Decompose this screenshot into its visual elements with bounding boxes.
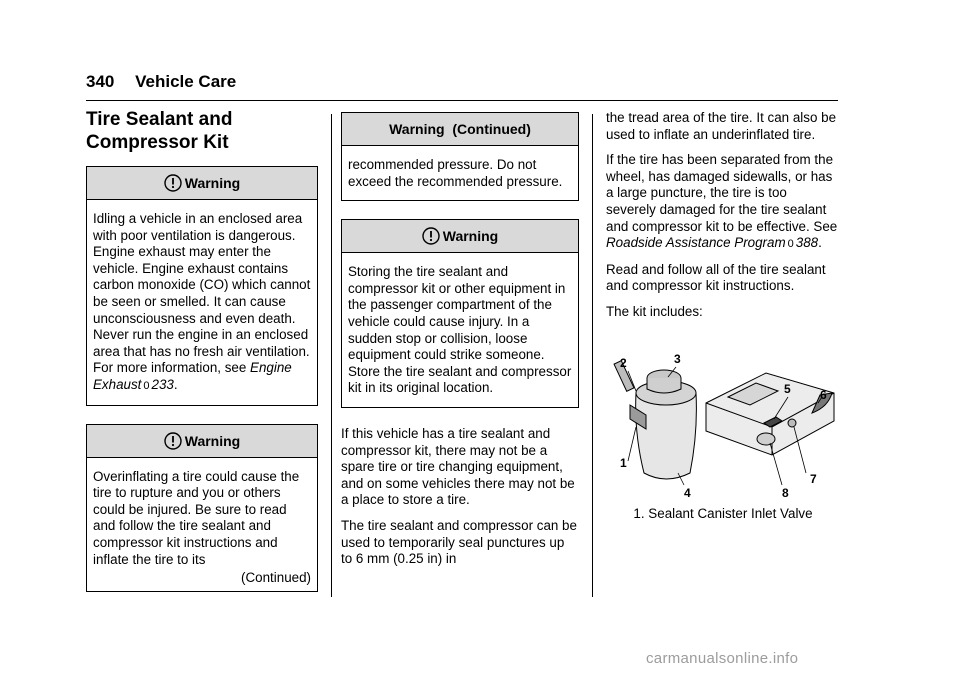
warning-box-storage [341, 219, 579, 408]
warning-header: Warning (Continued) [342, 113, 578, 146]
warning-box-continued [341, 112, 579, 201]
callout-4: 4 [684, 485, 691, 498]
callout-6: 6 [820, 387, 827, 402]
section-title: Vehicle Care [135, 72, 237, 91]
warning-body [342, 146, 578, 200]
callout-7: 7 [810, 471, 817, 486]
paragraph: If this vehicle has a tire sealant and compressor kit, there may not be a spare tire or tire changing equipment, and on some vehicles there may not be a place to store a tire. [341, 425, 575, 508]
figure-caption: 1. Sealant Canister Inlet Valve [633, 505, 813, 521]
page-ref[interactable]: 233 [151, 376, 174, 392]
continued-label: (Continued) [241, 570, 311, 586]
warning-title: Warning [184, 175, 241, 191]
warning-body [87, 458, 317, 591]
paragraph: The tire sealant and compressor can be used to temporarily seal punctures up to 6 mm (0.25 in) in [341, 517, 577, 567]
paragraph [606, 152, 840, 253]
warning-title: Warning [442, 228, 499, 245]
warning-box-overinflate [86, 424, 318, 592]
warning-box-exhaust [86, 166, 318, 406]
warning-text: Storing the tire sealant and compressor kit or other equipment in the passenger compartment of the vehicle could cause injury. In a sudden stop or collision, loose equipment could strike someone. Store the tire sealant and compressor kit in its original location. [348, 264, 572, 396]
page-ref-arrow: 0 [787, 238, 794, 251]
section-heading: Tire Sealant and Compressor Kit [86, 109, 233, 153]
paragraph: Read and follow all of the tire sealant and compressor kit instructions. [606, 261, 826, 294]
page-number: 340 [86, 72, 115, 91]
watermark: carmanualsonline.info [646, 650, 799, 667]
column-divider-2 [592, 114, 593, 597]
callout-2: 2 [620, 355, 627, 370]
kit-drawing [606, 333, 840, 498]
paragraph: The kit includes: [606, 303, 703, 319]
warning-icon [164, 174, 182, 192]
column-divider-1 [331, 114, 332, 597]
warning-title: Warning [184, 432, 241, 449]
kit-illustration [606, 333, 840, 498]
warning-icon [422, 227, 440, 245]
warning-text: Idling a vehicle in an enclosed area with poor ventilation is dangerous. Engine exhaust may enter the vehicle. Engine exhaust contains carbon monoxide (CO) which cannot be seen or smelled. It can cause unconsciousness and even death. Never run the engine in an enclosed area that has no fresh air ventilation. For more information, see [93, 211, 311, 376]
page-ref[interactable]: 388 [795, 235, 819, 251]
warning-text: Overinflating a tire could cause the tire to rupture and you or others could be injured. Be sure to read and follow the tire sealant and compressor kit instructions and inflate the tire to its [93, 468, 300, 567]
roadside-assistance-link[interactable]: Roadside Assistance Program [606, 235, 786, 251]
warning-icon [164, 432, 182, 450]
warning-header [87, 167, 317, 200]
header-rule [86, 100, 838, 101]
column-1 [86, 108, 318, 610]
compressor-box [706, 373, 834, 455]
warning-body [342, 253, 578, 407]
engine-exhaust-link[interactable]: Engine Exhaust [93, 360, 292, 392]
callout-3: 3 [674, 351, 681, 366]
callout-5: 5 [784, 381, 791, 396]
callout-8: 8 [782, 485, 789, 498]
warning-header [87, 425, 317, 458]
callout-1: 1 [620, 455, 627, 470]
column-2 [341, 112, 579, 577]
period: . [818, 235, 822, 251]
paragraph: the tread area of the tire. It can also be used to inflate an underinflated tire. [606, 110, 837, 142]
warning-body [87, 200, 317, 405]
page-ref-arrow: 0 [143, 379, 150, 392]
warning-header [342, 220, 578, 253]
page-header [86, 72, 236, 92]
period: . [173, 376, 178, 392]
warning-text: recommended pressure. Do not exceed the recommended pressure. [348, 157, 563, 189]
paragraph-text: If the tire has been separated from the wheel, has damaged sidewalls, or has a large puncture, the tire is too severely damaged for the tire sealant and compressor kit to be effective. See [606, 152, 838, 234]
column-3 [606, 110, 840, 522]
